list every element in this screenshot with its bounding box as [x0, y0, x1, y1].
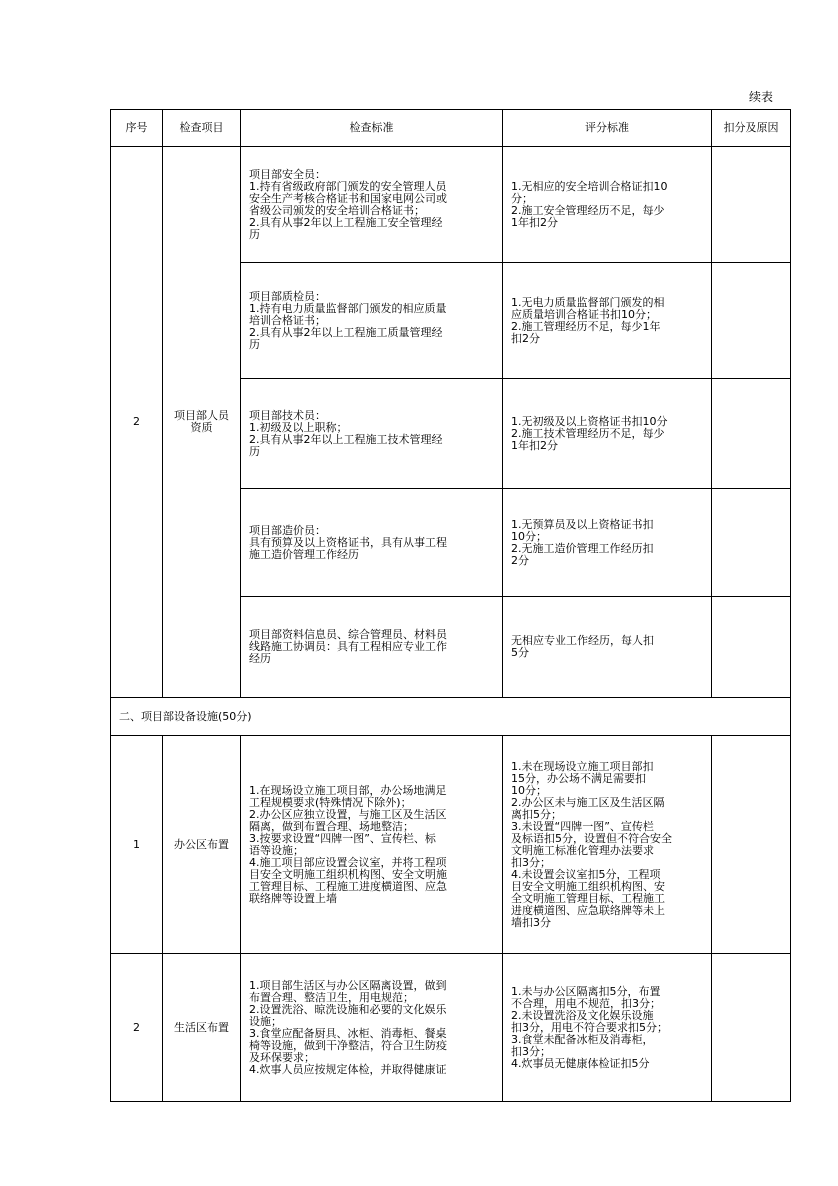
text-line: 墙扣3分 [511, 915, 551, 929]
text-line: 项目部技术员： [249, 408, 326, 422]
text-line: 1.无预算员及以上资格证书扣 [511, 517, 654, 531]
text-line: 安全生产考核合格证书和国家电网公司或 [249, 191, 447, 205]
text-line: 1.初级及以上职称； [249, 420, 348, 434]
text-line: 不合理，用电不规范，扣3分； [511, 996, 661, 1010]
header-no: 序号 [111, 110, 163, 147]
scoring-cell [503, 379, 712, 489]
header-standard: 检查标准 [241, 110, 503, 147]
text-line: 隔离，做到布置合理、场地整洁； [249, 819, 414, 833]
scoring-cell [503, 597, 712, 698]
text-line: 线路施工协调员：具有工程相应专业工作 [249, 640, 447, 653]
text-line: 应质量培训合格证书扣10分； [511, 307, 657, 321]
text-line: 项目部人员 [174, 409, 229, 422]
section-title: 二、项目部设备设施(50分) [111, 698, 791, 736]
text-line: 3.食堂未配备冰柜及消毒柜， [511, 1032, 654, 1046]
text-line: 1.持有电力质量监督部门颁发的相应质量 [249, 301, 447, 315]
text-line: 项目部造价员： [249, 523, 326, 537]
text-line: 语等设施； [249, 843, 304, 857]
standard-cell [241, 736, 503, 954]
text-line: 2.设置洗浴、晾洗设施和必要的文化娱乐 [249, 1002, 447, 1016]
text-line: 2.办公区未与施工区及生活区隔 [511, 795, 665, 809]
text-line: 历 [249, 227, 260, 241]
scoring-cell [503, 954, 712, 1102]
text-line: 项目部质检员： [249, 289, 326, 303]
scoring-cell [503, 489, 712, 597]
header-deduction: 扣分及原因 [712, 110, 791, 147]
text-line: 1.未与办公区隔离扣5分，布置 [511, 984, 661, 998]
text-line: 3.按要求设置“四牌一图”、宣传栏、标 [249, 831, 436, 845]
check-item [163, 147, 241, 698]
text-line: 目安全文明施工组织机构图、安 [511, 879, 665, 893]
text-line: 历 [249, 337, 260, 351]
header-scoring: 评分标准 [503, 110, 712, 147]
standard-cell [241, 147, 503, 263]
text-line: 资质 [190, 421, 213, 434]
text-line: 4.未设置会议室扣5分，工程项 [511, 867, 661, 881]
inspection-table [110, 109, 791, 1102]
deduction-cell[interactable] [712, 597, 791, 698]
text-line: 设施； [249, 1014, 282, 1028]
deduction-cell[interactable] [712, 736, 791, 954]
table-row [111, 147, 791, 263]
text-line: 2.无施工造价管理工作经历扣 [511, 541, 654, 555]
text-line: 椅等设施，做到干净整洁，符合卫生防疫 [249, 1038, 447, 1052]
standard-cell [241, 597, 503, 698]
check-item: 生活区布置 [163, 954, 241, 1102]
section-row [111, 698, 791, 736]
text-line: 10分； [511, 783, 547, 797]
deduction-cell[interactable] [712, 263, 791, 379]
scoring-cell [503, 736, 712, 954]
text-line: 扣2分 [511, 331, 540, 345]
table-row [111, 736, 791, 954]
standard-cell [241, 489, 503, 597]
text-line: 1.无初级及以上资格证书扣10分 [511, 414, 668, 428]
text-line: 1.项目部生活区与办公区隔离设置，做到 [249, 978, 447, 992]
text-line: 项目部资料信息员、综合管理员、材料员 [249, 628, 447, 641]
text-line: 项目部安全员： [249, 167, 326, 181]
text-line: 1.无相应的安全培训合格证扣10 [511, 179, 668, 193]
deduction-cell[interactable] [712, 489, 791, 597]
text-line: 2分 [511, 553, 529, 567]
text-line: 3.食堂应配备厨具、冰柜、消毒柜、餐桌 [249, 1026, 447, 1040]
text-line: 历 [249, 444, 260, 458]
text-line: 省级公司颁发的安全培训合格证书； [249, 203, 425, 217]
text-line: 2.施工安全管理经历不足，每少 [511, 203, 665, 217]
text-line: 4.施工项目部应设置会议室，并将工程项 [249, 855, 447, 869]
row-number: 2 [111, 147, 163, 698]
text-line: 工管理目标、工程施工进度横道图、应急 [249, 879, 447, 893]
deduction-cell[interactable] [712, 379, 791, 489]
text-line: 扣3分； [511, 1044, 551, 1058]
standard-cell [241, 379, 503, 489]
standard-cell [241, 263, 503, 379]
text-line: 布置合理、整洁卫生，用电规范； [249, 990, 414, 1004]
text-line: 1.未在现场设立施工项目部扣 [511, 759, 654, 773]
text-line: 文明施工标准化管理办法要求 [511, 843, 654, 857]
deduction-cell[interactable] [712, 147, 791, 263]
text-line: 离扣5分； [511, 807, 562, 821]
text-line: 具有预算及以上资格证书，具有从事工程 [249, 535, 447, 549]
row-number: 2 [111, 954, 163, 1102]
text-line: 进度横道图、应急联络牌等未上 [511, 903, 665, 917]
text-line: 及环保要求； [249, 1050, 315, 1064]
text-line: 1.在现场设立施工项目部，办公场地满足 [249, 783, 447, 797]
standard-cell [241, 954, 503, 1102]
text-line: 2.施工管理经历不足，每少1年 [511, 319, 661, 333]
text-line: 4.炊事员无健康体检证扣5分 [511, 1056, 650, 1070]
text-line: 无相应专业工作经历，每人扣 [511, 634, 654, 647]
text-line: 施工造价管理工作经历 [249, 547, 359, 561]
text-line: 培训合格证书； [249, 313, 326, 327]
continued-label: 续表 [749, 90, 774, 104]
text-line: 2.具有从事2年以上工程施工质量管理经 [249, 325, 443, 339]
text-line: 扣3分，用电不符合要求扣5分； [511, 1020, 668, 1034]
text-line: 1.持有省级政府部门颁发的安全管理人员 [249, 179, 447, 193]
header-item: 检查项目 [163, 110, 241, 147]
text-line: 2.未设置洗浴及文化娱乐设施 [511, 1008, 654, 1022]
text-line: 1.无电力质量监督部门颁发的相 [511, 295, 665, 309]
scoring-cell [503, 147, 712, 263]
text-line: 10分； [511, 529, 547, 543]
check-item: 办公区布置 [163, 736, 241, 954]
text-line: 2.具有从事2年以上工程施工技术管理经 [249, 432, 443, 446]
text-line: 及标语扣5分，设置但不符合安全 [511, 831, 672, 845]
text-line: 3.未设置“四牌一图”、宣传栏 [511, 819, 654, 833]
text-line: 工程规模要求(特殊情况下除外)； [249, 795, 412, 809]
text-line: 分； [511, 191, 533, 205]
text-line: 5分 [511, 646, 529, 659]
scoring-cell [503, 263, 712, 379]
text-line: 1年扣2分 [511, 215, 558, 229]
text-line: 4.炊事人员应按规定体检，并取得健康证 [249, 1062, 447, 1076]
row-number: 1 [111, 736, 163, 954]
text-line: 2.办公区应独立设置，与施工区及生活区 [249, 807, 447, 821]
text-line: 2.具有从事2年以上工程施工安全管理经 [249, 215, 443, 229]
text-line: 全文明施工管理目标、工程施工 [511, 891, 665, 905]
text-line: 经历 [249, 652, 271, 665]
text-line: 2.施工技术管理经历不足，每少 [511, 426, 665, 440]
text-line: 15分，办公场不满足需要扣 [511, 771, 646, 785]
deduction-cell[interactable] [712, 954, 791, 1102]
text-line: 联络牌等设置上墙 [249, 891, 337, 905]
header-row [111, 110, 791, 147]
text-line: 扣3分； [511, 855, 551, 869]
text-line: 1年扣2分 [511, 438, 558, 452]
text-line: 目安全文明施工组织机构图、安全文明施 [249, 867, 447, 881]
table-row [111, 954, 791, 1102]
